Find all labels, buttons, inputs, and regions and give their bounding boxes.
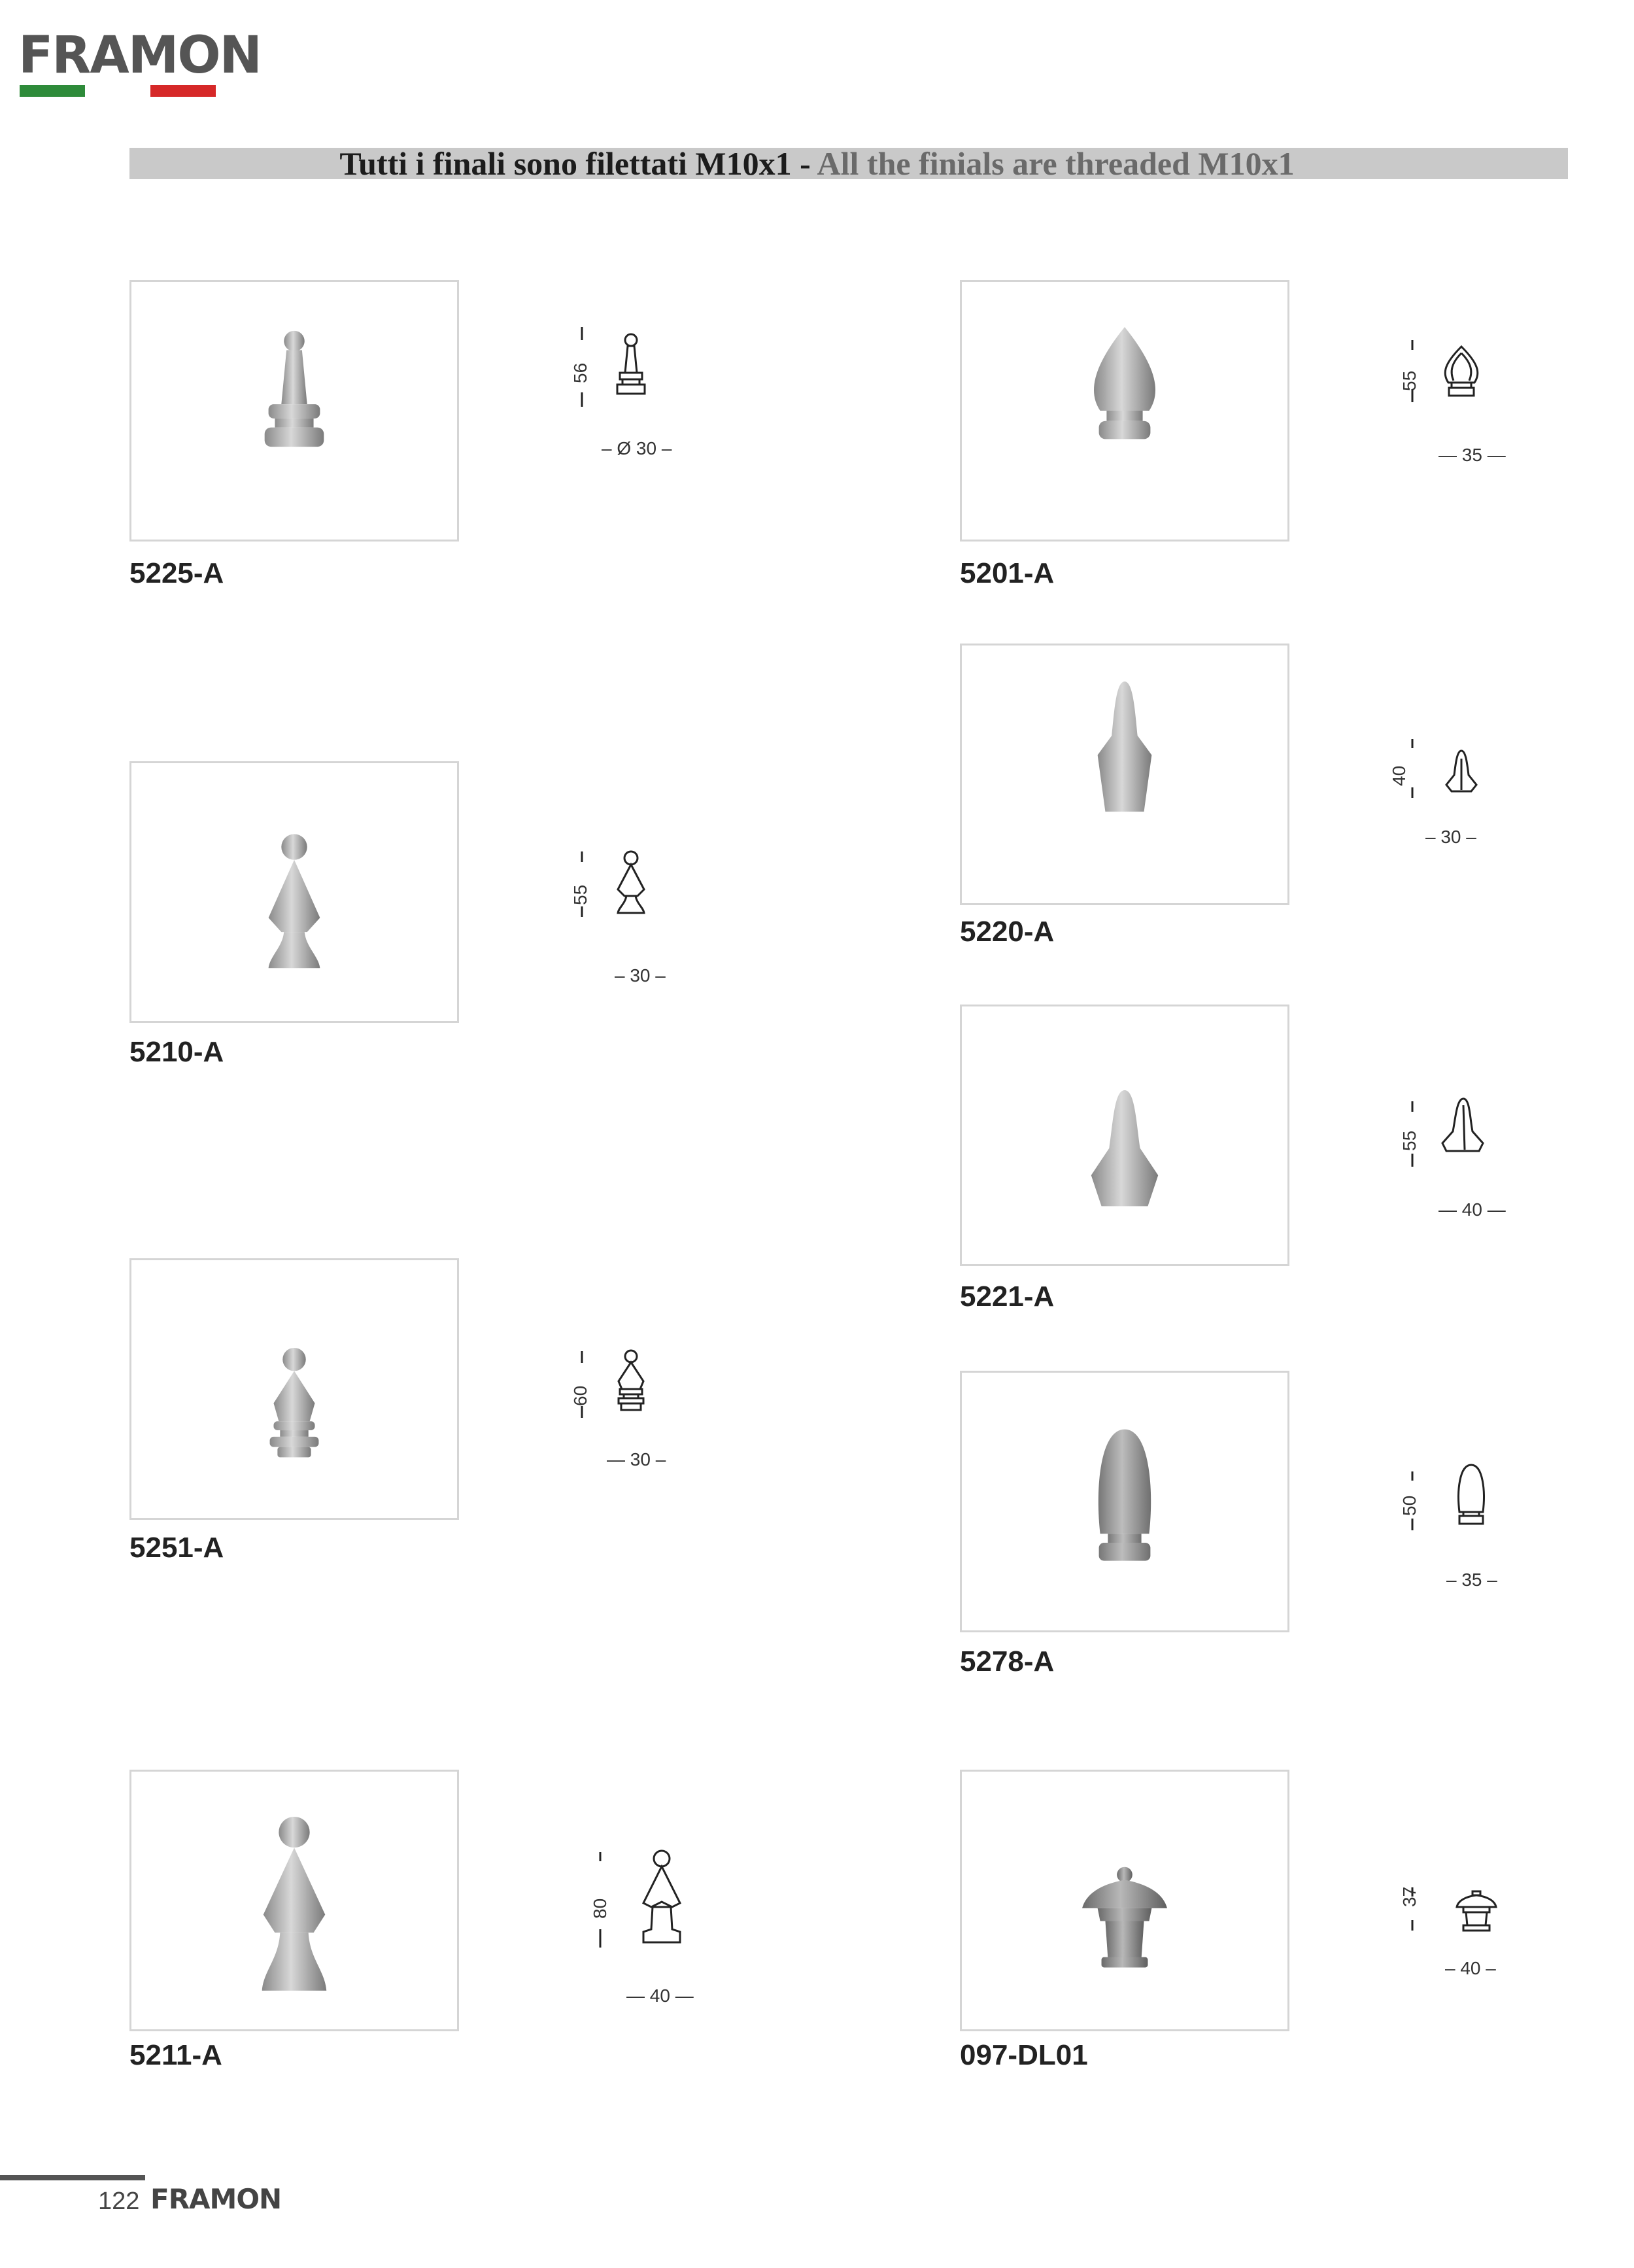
product-photo-5201-A xyxy=(960,280,1289,541)
footer-brand-logo: FRAMON xyxy=(150,2183,282,2215)
product-code: 5220-A xyxy=(960,916,1055,948)
technical-drawing-097-DL01 xyxy=(1406,1857,1517,1975)
technical-drawing-5210-A xyxy=(575,844,687,961)
height-dimension: 40 xyxy=(1389,765,1409,786)
product-photo-097-DL01 xyxy=(960,1770,1289,2031)
product-code: 097-DL01 xyxy=(960,2039,1088,2071)
product-photo-5220-A xyxy=(960,644,1289,905)
product-photo-5225-A xyxy=(129,280,459,541)
technical-drawing-5201-A xyxy=(1406,334,1517,451)
header-english: All the finials are threaded M10x1 xyxy=(817,145,1295,182)
product-photo-5221-A xyxy=(960,1005,1289,1266)
product-code: 5251-A xyxy=(129,1532,224,1564)
product-code: 5221-A xyxy=(960,1280,1055,1313)
product-code: 5211-A xyxy=(129,2039,222,2071)
height-dimension: 80 xyxy=(590,1898,610,1919)
technical-drawing-5221-A xyxy=(1406,1086,1517,1203)
height-dimension: 55 xyxy=(1399,1130,1420,1151)
width-dimension: – 30 – xyxy=(615,965,666,986)
width-dimension: – 40 – xyxy=(1445,1958,1496,1978)
header-italian: Tutti i finali sono filettati M10x1 - xyxy=(339,145,811,182)
technical-drawing-5278-A xyxy=(1406,1452,1517,1570)
height-dimension: 55 xyxy=(570,884,590,905)
width-dimension: — 35 — xyxy=(1438,445,1506,465)
product-code: 5278-A xyxy=(960,1645,1055,1677)
product-photo-5278-A xyxy=(960,1371,1289,1632)
width-dimension: – 30 – xyxy=(1425,827,1476,847)
width-dimension: — 40 — xyxy=(626,1985,694,2006)
product-code: 5201-A xyxy=(960,557,1055,589)
height-dimension: 55 xyxy=(1399,370,1420,391)
product-code: 5225-A xyxy=(129,557,224,589)
italian-flag-stripe xyxy=(20,85,216,97)
width-dimension: – Ø 30 – xyxy=(602,438,672,458)
height-dimension: 60 xyxy=(570,1385,590,1406)
width-dimension: — 30 – xyxy=(607,1449,666,1469)
page-number: 122 xyxy=(98,2188,140,2215)
brand-logo xyxy=(14,26,261,98)
brand-name: FRAMON xyxy=(18,26,261,85)
height-dimension: 56 xyxy=(570,362,590,383)
height-dimension: 37 xyxy=(1399,1886,1420,1907)
footer-rule xyxy=(0,2175,145,2180)
technical-drawing-5251-A xyxy=(575,1341,687,1458)
technical-drawing-5225-A xyxy=(575,327,687,445)
product-photo-5210-A xyxy=(129,761,459,1023)
product-photo-5211-A xyxy=(129,1770,459,2031)
product-photo-5251-A xyxy=(129,1258,459,1520)
width-dimension: — 40 — xyxy=(1438,1199,1506,1220)
product-code: 5210-A xyxy=(129,1036,224,1068)
header-text xyxy=(0,140,1634,187)
width-dimension: – 35 – xyxy=(1446,1570,1497,1590)
height-dimension: 50 xyxy=(1399,1495,1420,1516)
